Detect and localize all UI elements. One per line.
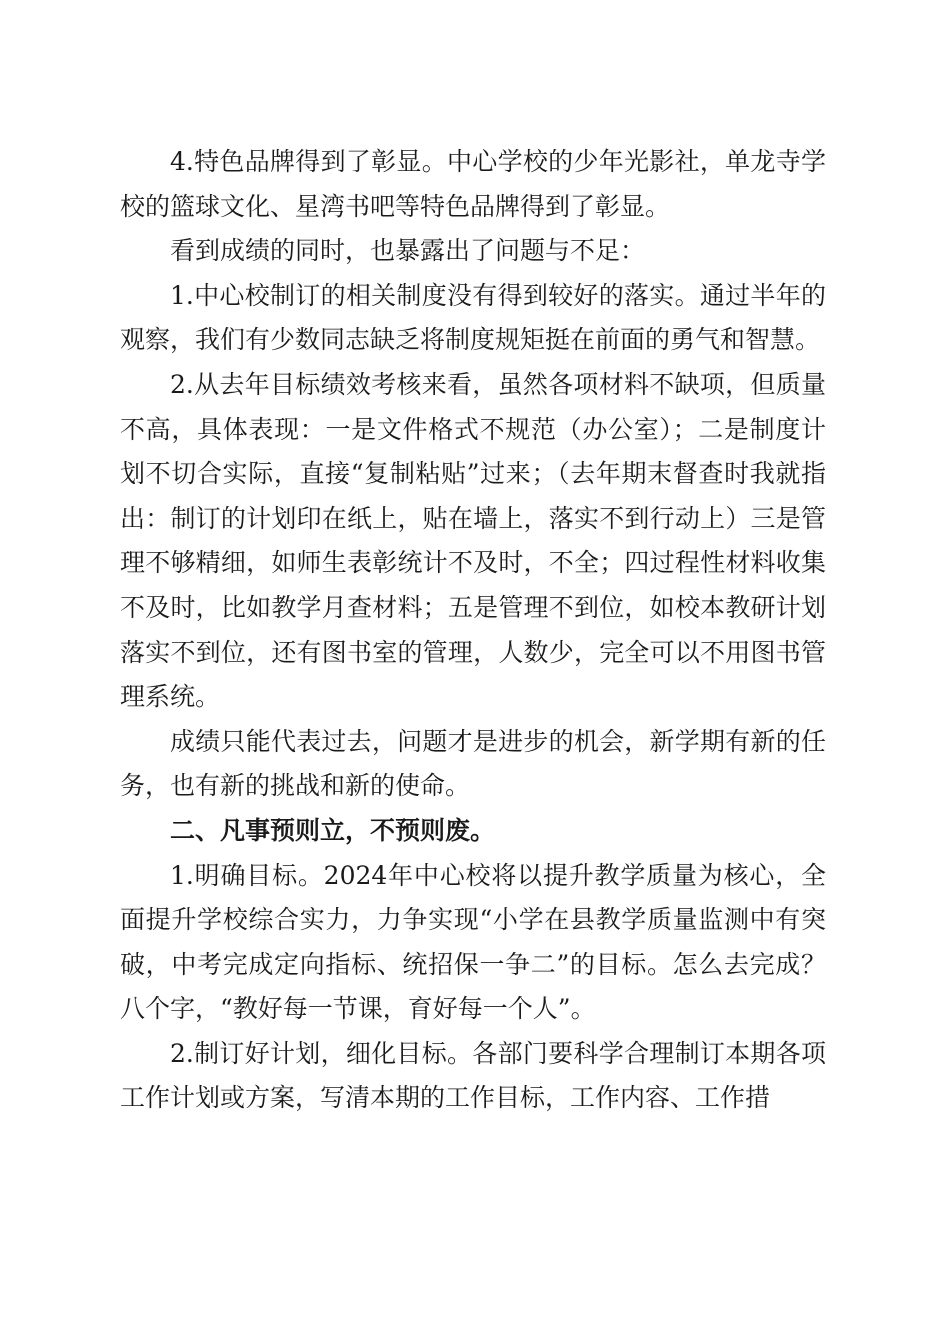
paragraph-problem-2: 2.从去年目标绩效考核来看，虽然各项材料不缺项，但质量不高，具体表现：一是文件格式不规范（办公室）；二是制度计划不切合实际，直接“复制粘贴”过来；（去年期末督查时我就指出：制订的计划印在纸上，贴在墙上，落实不到行动上）三是管理不够精细，如师生表彰统计不及时，不全；四过程性材料收集不及时，比如教学月查材料；五是管理不到位，如校本教研计划落实不到位，还有图书室的管理，人数少，完全可以不用图书管理系统。 bbox=[120, 369, 826, 712]
paragraph-make-plans: 2.制订好计划，细化目标。各部门要科学合理制订本期各项工作计划或方案，写清本期的工作目标，工作内容、工作措 bbox=[120, 1038, 826, 1113]
paragraph-problems-intro: 看到成绩的同时，也暴露出了问题与不足： bbox=[170, 236, 646, 266]
document-body bbox=[120, 140, 826, 1121]
section-heading: 二、凡事预则立，不预则废。 bbox=[170, 815, 496, 845]
paragraph-clear-goals: 1.明确目标。2024年中心校将以提升教学质量为核心，全面提升学校综合实力，力争实现“小学在县教学质量监测中有突破，中考完成定向指标、统招保一争二”的目标。怎么去完成？八个字，“教好每一节课，育好每一个人”。 bbox=[120, 860, 826, 1024]
paragraph-brand-display: 4.特色品牌得到了彰显。中心学校的少年光影社，单龙寺学校的篮球文化、星湾书吧等特色品牌得到了彰显。 bbox=[120, 147, 826, 221]
paragraph-summary: 成绩只能代表过去，问题才是进步的机会，新学期有新的任务，也有新的挑战和新的使命。 bbox=[120, 726, 826, 801]
paragraph-problem-1: 1.中心校制订的相关制度没有得到较好的落实。通过半年的观察，我们有少数同志缺乏将制度规矩挺在前面的勇气和智慧。 bbox=[120, 280, 826, 355]
